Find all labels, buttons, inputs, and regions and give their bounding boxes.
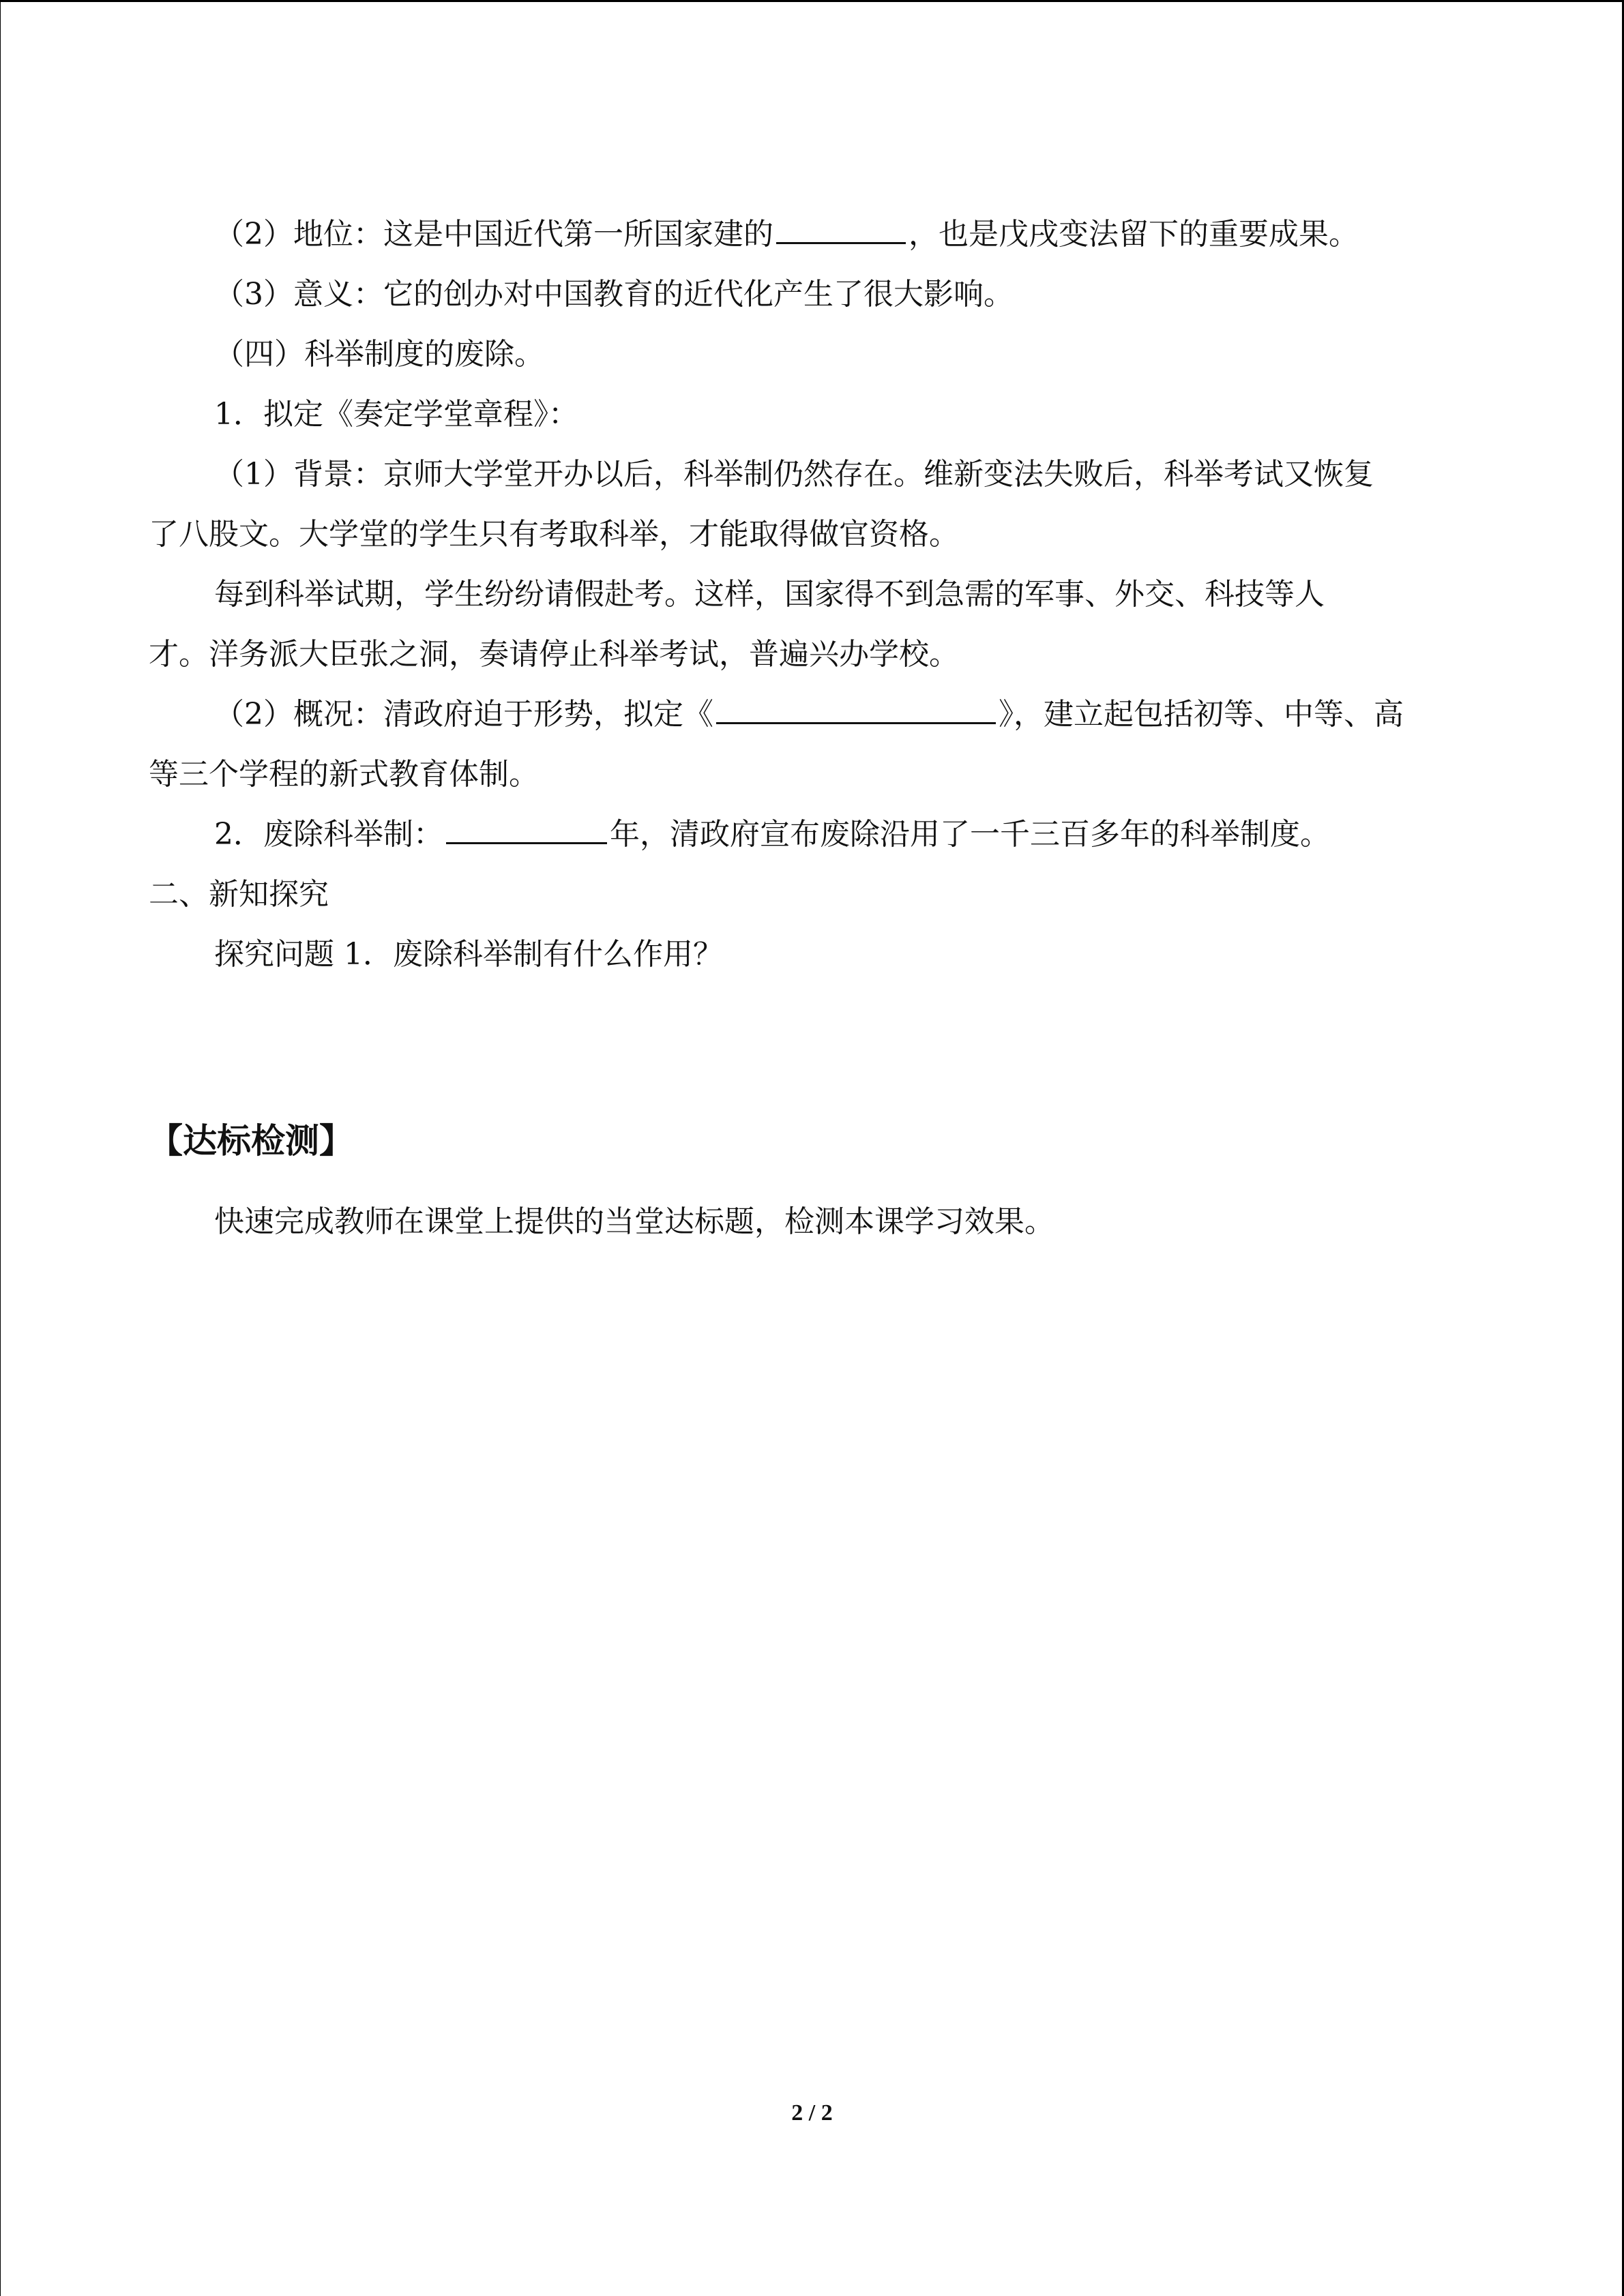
- paragraph-line-cont: 才。洋务派大臣张之洞，奏请停止科举考试，普遍兴办学校。: [149, 637, 959, 672]
- line-text: 年，清政府宣布废除沿用了一千三百多年的科举制度。: [610, 817, 1330, 852]
- overview-line-cont: 等三个学程的新式教育体制。: [149, 757, 539, 792]
- item-heading-regulations: 1．拟定《奏定学堂章程》：: [214, 397, 578, 432]
- background-line-cont: 了八股文。大学堂的学生只有考取科举，才能取得做官资格。: [149, 517, 959, 552]
- heading-new-knowledge: 二、新知探究: [149, 877, 329, 912]
- line-text: 2．废除科举制：: [214, 817, 443, 852]
- fill-in-blank[interactable]: [776, 207, 906, 244]
- significance-line: （3）意义：它的创办对中国教育的近代化产生了很大影响。: [214, 277, 1014, 312]
- fill-in-blank[interactable]: [446, 807, 607, 844]
- section-body: 快速完成教师在课堂上提供的当堂达标题，检测本课学习效果。: [214, 1204, 1054, 1239]
- background-line: （1）背景：京师大学堂开办以后，科举制仍然存在。维新变法失败后，科举考试又恢复: [214, 457, 1374, 492]
- fill-in-blank[interactable]: [716, 687, 996, 724]
- overview-line: [149, 685, 1486, 745]
- page-number: 2 / 2: [791, 2100, 833, 2126]
- subheading-abolition: （四）科举制度的废除。: [214, 337, 544, 372]
- abolition-line: [149, 805, 1486, 865]
- inquiry-question: 探究问题 1．废除科举制有什么作用？: [214, 937, 723, 972]
- section-title: 【达标检测】: [149, 1121, 353, 1161]
- document-body: [149, 205, 1486, 985]
- line-text: ，也是戊戌变法留下的重要成果。: [909, 217, 1359, 252]
- status-line: [149, 205, 1486, 265]
- line-text: （2）地位：这是中国近代第一所国家建的: [214, 217, 773, 252]
- paragraph-line: 每到科举试期，学生纷纷请假赴考。这样，国家得不到急需的军事、外交、科技等人: [214, 577, 1325, 612]
- line-text: （2）概况：清政府迫于形势，拟定《: [214, 697, 713, 732]
- line-text: 》，建立起包括初等、中等、高: [999, 697, 1404, 732]
